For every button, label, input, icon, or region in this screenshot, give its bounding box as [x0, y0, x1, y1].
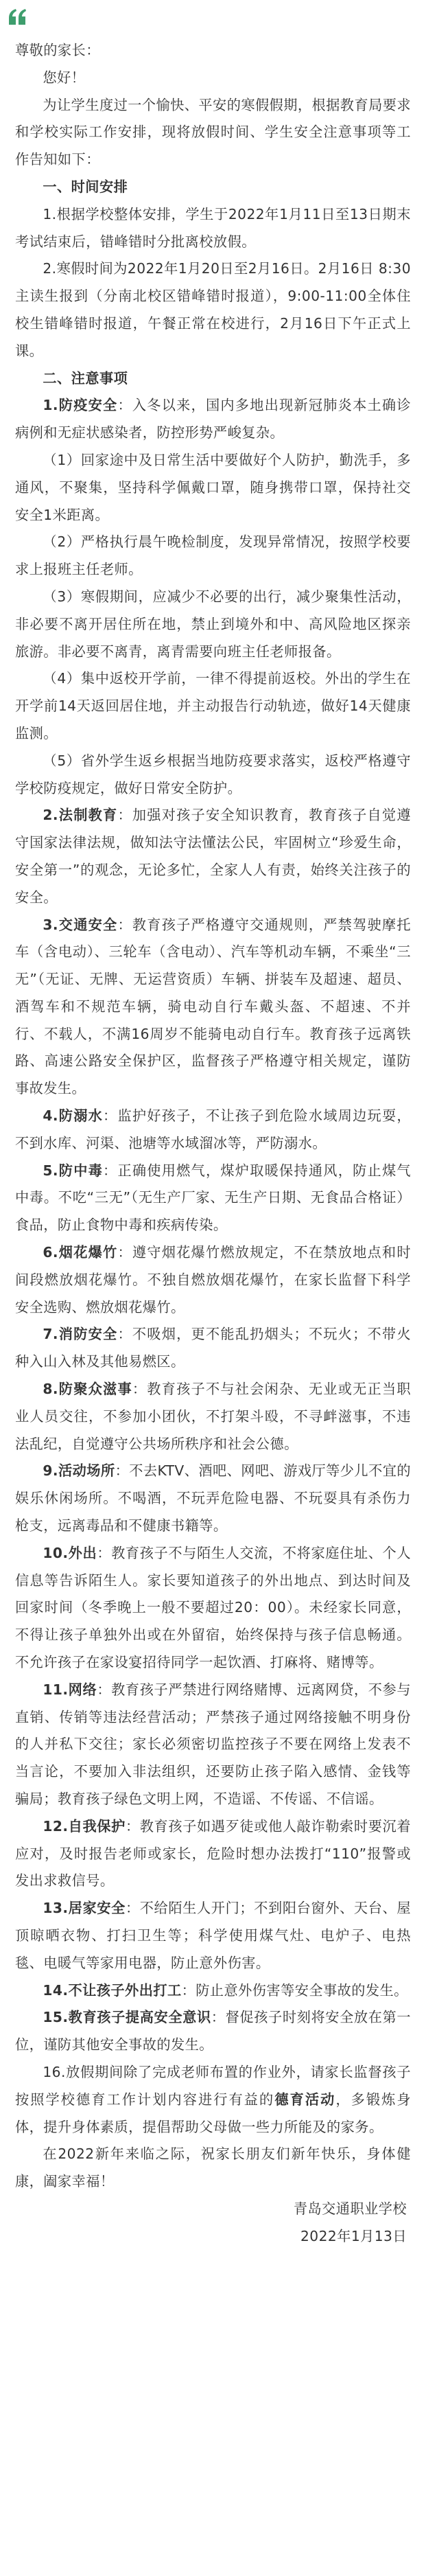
note-text: ：不给陌生人开门；不到阳台窗外、天台、屋顶晾晒衣物、打扫卫生等；科学使用煤气灶、电炉子、电热毯、电暖气等家用电器，防止意外伤害。 — [15, 1900, 411, 1971]
note-label: 12.自我保护 — [43, 1817, 126, 1835]
notice-body — [0, 19, 426, 2251]
note-label: 15.教育孩子提高安全意识 — [43, 2009, 211, 2026]
signature-date: 2022年1月13日 — [300, 2227, 407, 2244]
section-notes-heading: 二、注意事项 — [43, 369, 128, 387]
note-label: 3.交通安全 — [43, 916, 118, 933]
note-label: 8.防聚众滋事 — [43, 1381, 132, 1398]
note-law — [15, 802, 411, 911]
note-label: 7.消防安全 — [43, 1326, 118, 1343]
epidemic-sub-3: （3）寒假期间，应减少不必要的出行，减少聚集性活动，非必要不离开居住所在地，禁止到境外和中、高风险地区探亲旅游。非必要不离青，离青需要向班主任老师报备。 — [15, 588, 411, 660]
hello-line: 您好！ — [43, 69, 86, 86]
note-text: ：正确使用燃气，煤炉取暖保持通风，防止煤气中毒。不吃“三无”（无生产厂家、无生产日期、无食品合格证）食品，防止食物中毒和疾病传染。 — [15, 1162, 412, 1234]
intro-paragraph: 为让学生度过一个愉快、平安的寒假假期，根据教育局要求和学校实际工作安排，现将放假时间、学生安全注意事项等工作告知如下： — [15, 96, 411, 168]
signature-school: 青岛交通职业学校 — [293, 2200, 407, 2217]
section-time-heading: 一、时间安排 — [43, 178, 128, 195]
note-fire-safety — [15, 1321, 411, 1376]
greeting: 尊敬的家长： — [15, 42, 100, 58]
note-drowning — [15, 1103, 411, 1158]
quote-icon — [8, 8, 38, 26]
note-internet — [15, 1677, 411, 1813]
note-label: 14.不让孩子外出打工 — [43, 1981, 182, 1999]
note-text: ：教育孩子不与陌生人交流，不将家庭住址、个人信息等告诉陌生人。家长要知道孩子的外出地点、到达时间及回家时间（冬季晚上一般不要超过20：00）。未经家长同意，不得让孩子单独外出或在外留宿，始终保持与孩子信息畅通。不允许孩子在家设宴招待同学一起饮酒、打麻将、赌博等。 — [15, 1544, 412, 1671]
note-awareness — [15, 2004, 411, 2059]
note-traffic — [15, 912, 411, 1103]
note-label: 2.法制教育 — [43, 807, 118, 824]
note-text: ：防止意外伤害等安全事故的发生。 — [181, 1981, 408, 1999]
note-label: 11.网络 — [43, 1681, 97, 1698]
note-going-out — [15, 1540, 411, 1677]
note-label: 6.烟花爆竹 — [43, 1244, 118, 1261]
note-text: ：监护好孩子，不让孩子到危险水域周边玩耍，不到水库、河渠、池塘等水域溜冰等，严防溺水。 — [15, 1107, 412, 1151]
note-venues — [15, 1458, 411, 1539]
note-label: 9.活动场所 — [43, 1462, 115, 1480]
note-no-work — [15, 1977, 411, 2005]
note-label: 10.外出 — [43, 1544, 97, 1561]
note-text: ：遵守烟花爆竹燃放规定，不在禁放地点和时间段燃放烟花爆竹。不独自燃放烟花爆竹，在家长监督下科学安全选购、燃放烟花爆竹。 — [15, 1244, 411, 1315]
note-text: ：教育孩子严禁进行网络赌博、远离网贷，不参与直销、传销等违法经营活动；严禁孩子通过网络接触不明身份的人并私下交往；家长必须密切监控孩子不要在网络上发表不当言论，不要加入非法组织，还要防止孩子陷入感情、金钱等骗局；教育孩子绿色文明上网，不造谣、不传谣、不信谣。 — [15, 1681, 412, 1807]
note-label: 5.防中毒 — [43, 1162, 104, 1179]
closing-wishes: 在2022新年来临之际，祝家长朋友们新年快乐，身体健康，阖家幸福！ — [15, 2146, 411, 2190]
epidemic-sub-2: （2）严格执行晨午晚检制度，发现异常情况，按照学校要求上报班主任老师。 — [15, 533, 411, 578]
note-text: ，多锻炼身体，提升身体素质，提倡帮助父母做一些力所能及的家务。 — [15, 2091, 411, 2135]
note-text: ：加强对孩子安全知识教育，教育孩子自觉遵守国家法律法规，做知法守法懂法公民，牢固树立“珍爱生命，安全第一”的观念，无论多忙，全家人人有责，始终关注孩子的安全。 — [15, 807, 411, 906]
time-item-2: 2.寒假时间为2022年1月20日至2月16日。2月16日 8:30 主读生报到（分南北校区错峰错时报道），9:00-11:00全体住校生错峰错时报道，午餐正常在校进行，2月16日下午正式上课。 — [15, 260, 411, 359]
epidemic-sub-5: （5）省外学生返乡根据当地防疫要求落实，返校严格遵守学校防疫规定，做好日常安全防护。 — [15, 752, 411, 796]
note-text: 16.放假期间除了完成老师布置的作业外，请家长监督孩子按照学校德育工作计划内容进行有益的 — [15, 2063, 411, 2108]
note-text: ：教育孩子不与社会闲杂、无业或无正当职业人员交往，不参加小团伙，不打架斗殴，不寻衅滋事，不违法乱纪，自觉遵守公共场所秩序和社会公德。 — [15, 1381, 411, 1452]
note-home-safety — [15, 1895, 411, 1977]
note-text: ：入冬以来，国内多地出现新冠肺炎本土确诊病例和无症状感染者，防控形势严峻复杂。 — [15, 397, 411, 441]
note-text: ：督促孩子时刻将安全放在第一位，谨防其他安全事故的发生。 — [15, 2009, 411, 2054]
note-poisoning — [15, 1158, 411, 1239]
note-label: 4.防溺水 — [43, 1107, 104, 1125]
note-self-protection — [15, 1813, 411, 1895]
header-decoration — [0, 0, 426, 19]
note-label: 德育活动 — [274, 2091, 336, 2108]
note-label: 13.居家安全 — [43, 1900, 126, 1917]
note-fireworks — [15, 1239, 411, 1321]
time-item-1: 1.根据学校整体安排，学生于2022年1月11日至13日期末考试结束后，错峰错时分批离校放假。 — [15, 205, 411, 250]
note-text: ：不去KTV、酒吧、网吧、游戏厅等少儿不宜的娱乐休闲场所。不喝酒，不玩弄危险电器、不玩耍具有杀伤力枪支，远离毒品和不健康书籍等。 — [15, 1462, 411, 1534]
note-moral — [15, 2059, 411, 2141]
epidemic-sub-1: （1）回家途中及日常生活中要做好个人防护，勤洗手，多通风，不聚集，坚持科学佩戴口罩，随身携带口罩，保持社交安全1米距离。 — [15, 451, 411, 523]
note-text: ：教育孩子严格遵守交通规则，严禁驾驶摩托车（含电动）、三轮车（含电动）、汽车等机动车辆，不乘坐“三无”（无证、无牌、无运营资质）车辆、拼装车及超速、超员、酒驾车和不规范车辆，骑电动自行车戴头盔、不超速、不并行、不载人，不满16周岁不能骑电动自行车。教育孩子远离铁路、高速公路安全保护区，监督孩子严格遵守相关规定，谨防事故发生。 — [15, 916, 411, 1097]
note-text: ：教育孩子如遇歹徒或他人敲诈勒索时要沉着应对，及时报告老师或家长，危险时想办法拨打“110”报警或发出求救信号。 — [15, 1817, 411, 1889]
epidemic-sub-4: （4）集中返校开学前，一律不得提前返校。外出的学生在开学前14天返回居住地，并主动报告行动轨迹，做好14天健康监测。 — [15, 670, 411, 741]
note-crowd — [15, 1376, 411, 1458]
note-text: ：不吸烟，更不能乱扔烟头；不玩火；不带火种入山入林及其他易燃区。 — [15, 1326, 411, 1370]
note-label: 1.防疫安全 — [43, 397, 118, 414]
note-epidemic — [15, 392, 411, 447]
